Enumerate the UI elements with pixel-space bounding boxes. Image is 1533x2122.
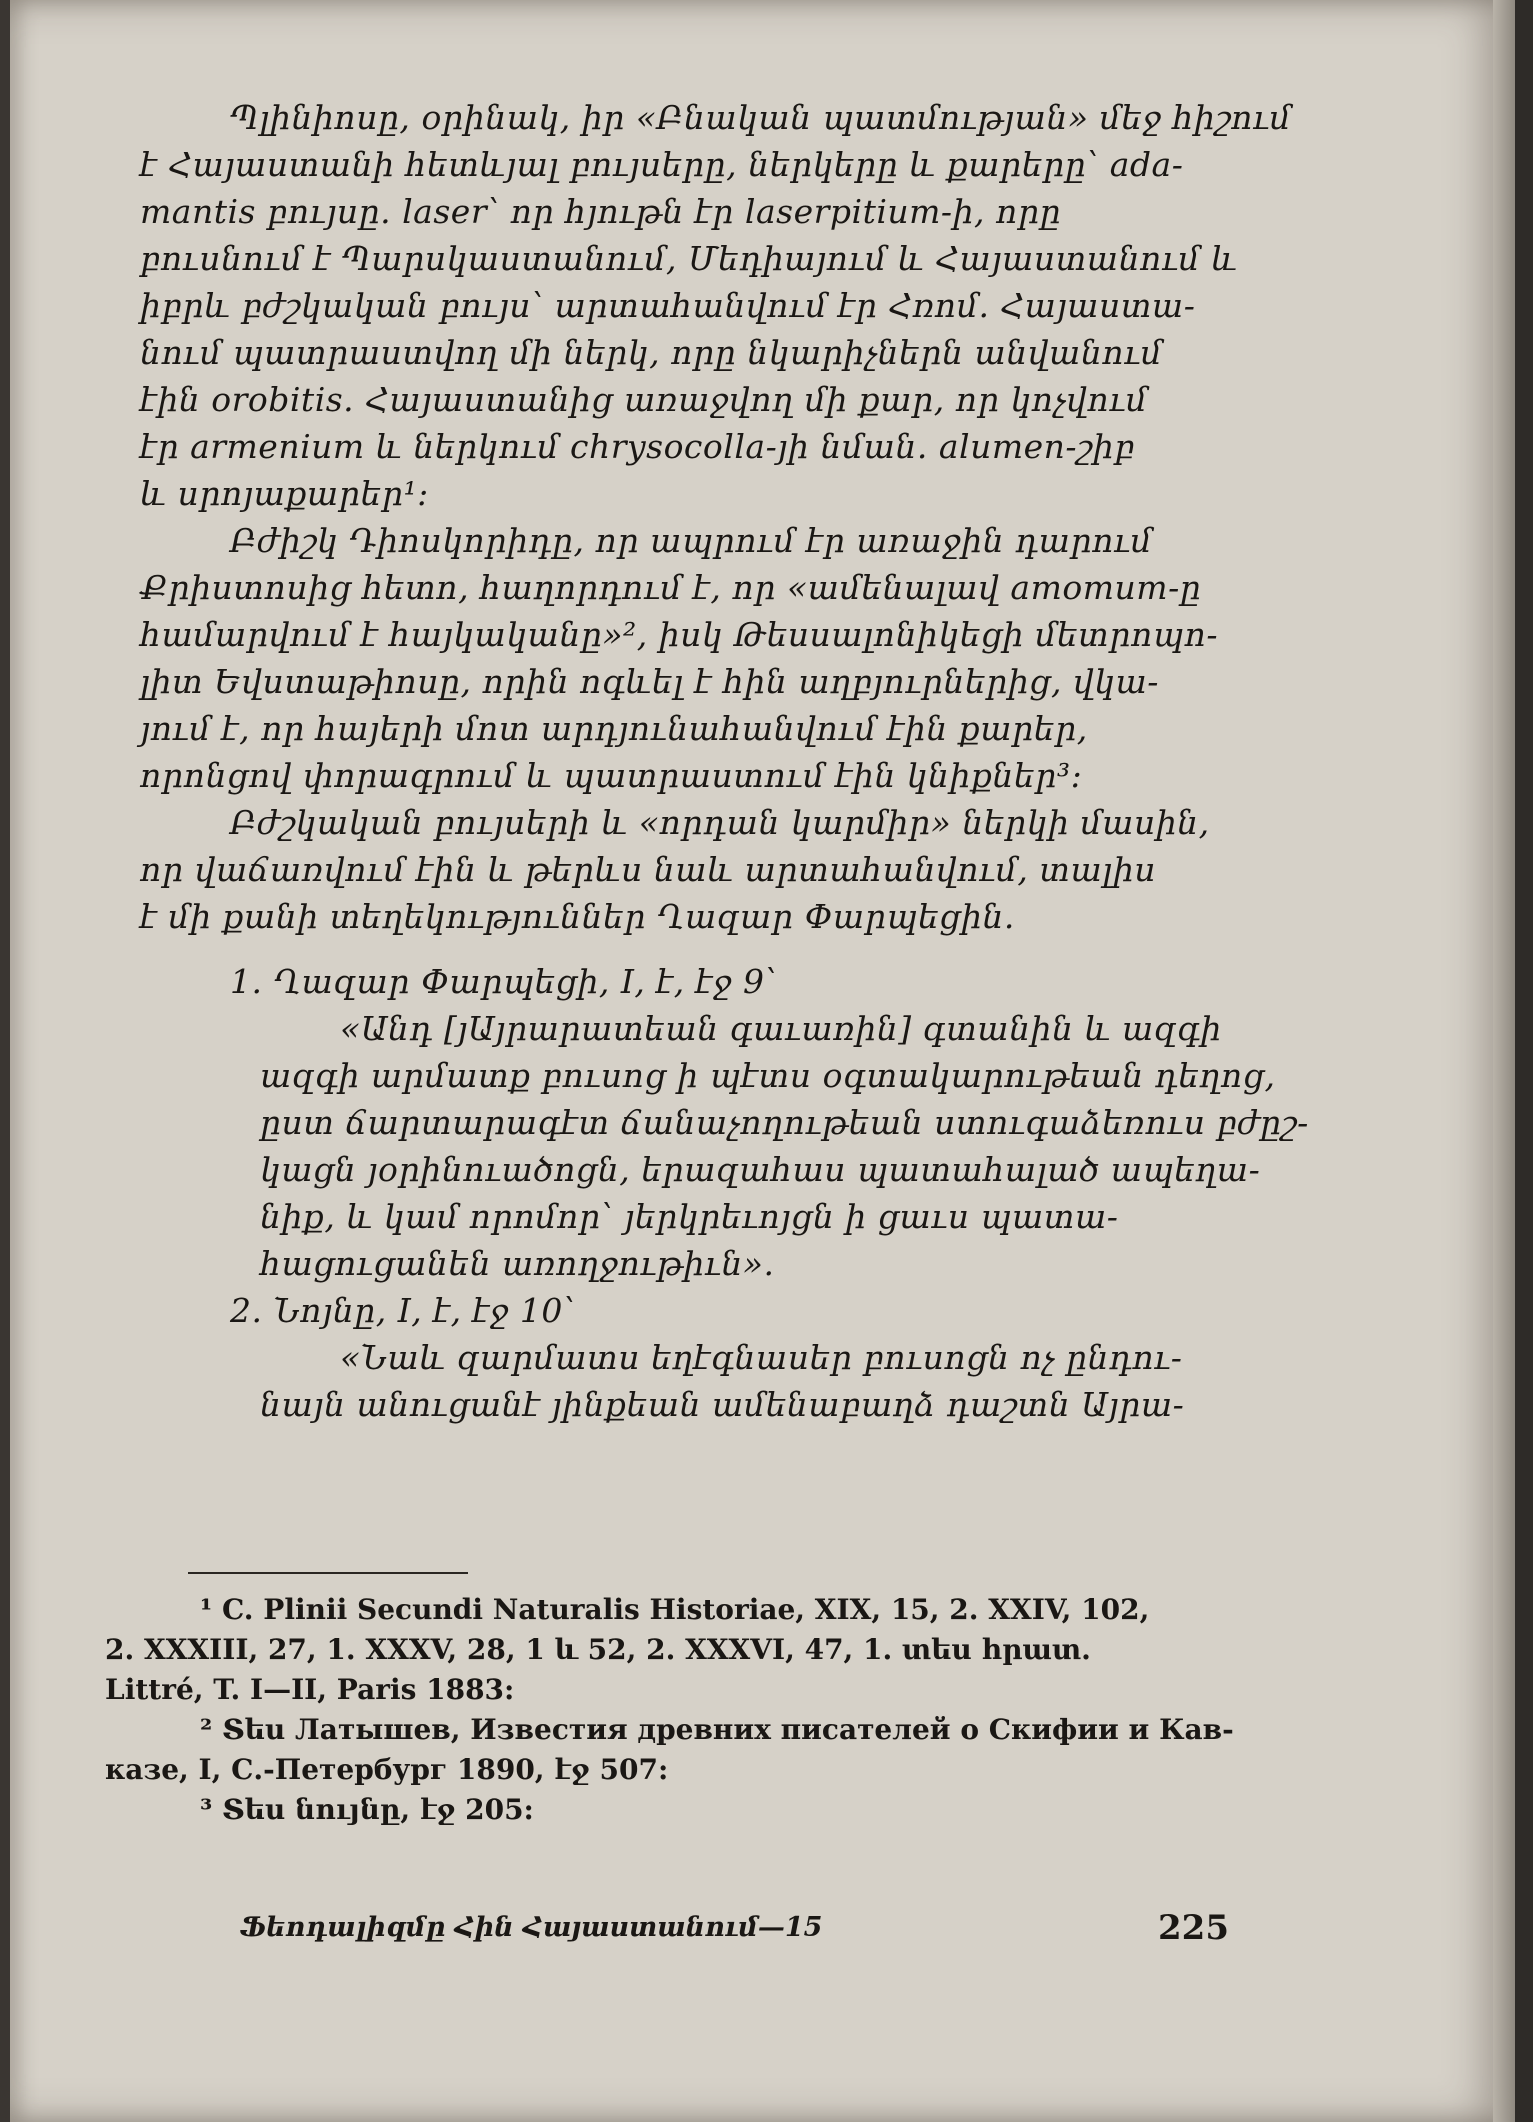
text-line: նում պատրաստվող մի ներկ, որը նկարիչներն անվանում (140, 333, 1163, 372)
book-binding (0, 0, 10, 2122)
quote-line: հացուցանեն առողջութիւն». (260, 1244, 775, 1283)
text-line: և սրոյաքարեր¹: (140, 474, 429, 513)
footnote-line: ² Տես Латышев, Известия древних писателей о Скифии и Кав- (200, 1713, 1234, 1746)
footnotes (105, 1590, 1295, 1830)
quote-line: ըստ ճարտարագէտ ճանաչողութեան ստուգաձեռուս բժըշ- (260, 1103, 1309, 1142)
footnote-separator (188, 1572, 468, 1574)
paragraph-gap (140, 941, 1290, 959)
text-line: mantis բույսը. laser՝ որ հյութն էր laserpitium-ի, որը (140, 192, 1062, 231)
quote-line: ազգի արմատք բուսոց ի պէտս օգտակարութեան դեղոց, (260, 1056, 1276, 1095)
page-number: 225 (1158, 1908, 1229, 1948)
text-line: էին orobitis. Հայաստանից առաջվող մի քար, որ կոչվում (140, 380, 1148, 419)
quote-line: նայն անուցանէ յինքեան ամենաբաղձ դաշտն Այրա- (260, 1385, 1185, 1424)
footnote-line: ¹ C. Plinii Secundi Naturalis Historiae, XIX, 15, 2. XXIV, 102, (200, 1593, 1150, 1626)
text-line: է մի քանի տեղեկություններ Ղազար Փարպեցին. (140, 897, 1015, 936)
quote-line: կացն յօրինուածոցն, երազահաս պատահալած ապեղա- (260, 1150, 1261, 1189)
text-line: որ վաճառվում էին և թերևս նաև արտահանվում, տալիս (140, 850, 1157, 889)
quote-heading: 2. Նոյնը, I, է, էջ 10՝ (230, 1291, 576, 1330)
footnote-line: казе, I, С.-Петербург 1890, էջ 507: (105, 1753, 669, 1786)
text-line: բուսնում է Պարսկաստանում, Մեդիայում և Հայաստանում և (140, 239, 1238, 278)
book-page (10, 0, 1515, 2122)
text-line: որոնցով փորագրում և պատրաստում էին կնիքներ³: (140, 756, 1083, 795)
text-line: լիտ Եվստաթիոսը, որին ոգևել է հին աղբյուրներից, վկա- (140, 662, 1159, 701)
running-footer: Ֆեոդալիզմը Հին Հայաստանում—15 (240, 1912, 823, 1943)
quote-line: նիք, և կամ որոմոր՝ յերկրեւոյցն ի ցաւս պատա- (260, 1197, 1119, 1236)
text-line: Բժիշկ Դիոսկորիդը, որ ապրում էր առաջին դարում (230, 521, 1153, 560)
text-line: Բժշկական բույսերի և «որդան կարմիր» ներկի մասին, (230, 803, 1210, 842)
text-line: Քրիստոսից հետո, հաղորդում է, որ «ամենալավ amomum-ը (140, 568, 1202, 607)
text-line: իբրև բժշկական բույս՝ արտահանվում էր Հռոմ. Հայաստա- (140, 286, 1196, 325)
quote-line: «Նաև զարմատս եղէգնասեր բուսոցն ոչ ընդու- (340, 1338, 1183, 1377)
page-edge (1493, 0, 1515, 2122)
text-line: Պլինիոսը, օրինակ, իր «Բնական պատմության» մեջ հիշում (230, 98, 1292, 137)
quote-heading: 1. Ղազար Փարպեցի, I, է, էջ 9՝ (230, 962, 778, 1001)
quote-line: «Անդ [յԱյրարատեան գաւառին] գտանին և ազգի (340, 1009, 1222, 1048)
text-line: համարվում է հայկականը»², իսկ Թեսսալոնիկեցի մետրոպո- (140, 615, 1219, 654)
text-line: յում է, որ հայերի մոտ արդյունահանվում էին քարեր, (140, 709, 1088, 748)
text-line: էր armenium և ներկում chrysocolla-յի նման. alumen-շիբ (140, 427, 1136, 466)
text-line: է Հայաստանի հետևյալ բույսերը, ներկերը և քարերը՝ ada- (140, 145, 1184, 184)
main-text (140, 95, 1309, 1429)
footnote-line: 2. XXXIII, 27, 1. XXXV, 28, 1 և 52, 2. XXXVI, 47, 1. տես հրատ. (105, 1633, 1091, 1666)
footnote-line: Littré, T. I—II, Paris 1883: (105, 1673, 515, 1706)
footnote-line: ³ Տես նույնը, էջ 205: (200, 1793, 534, 1826)
